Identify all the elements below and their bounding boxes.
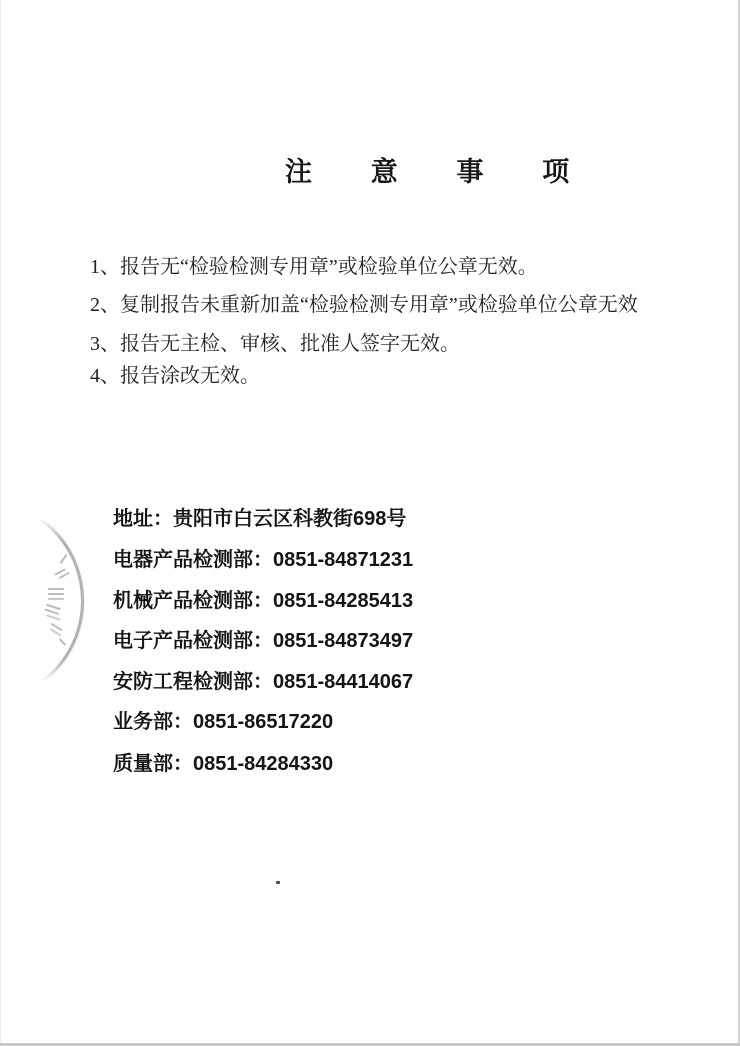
page-edge-left bbox=[0, 0, 1, 1046]
note-item-3: 3、报告无主检、审核、批准人签字无效。 bbox=[90, 333, 460, 355]
page-title: 注 意 事 项 bbox=[285, 157, 596, 187]
scan-speck bbox=[276, 881, 280, 884]
note-item-2: 2、复制报告未重新加盖“检验检测专用章”或检验单位公章无效 bbox=[90, 294, 638, 316]
contact-line-business-dept: 业务部：0851-86517220 bbox=[113, 711, 334, 733]
stamp-seal bbox=[40, 518, 85, 682]
note-item-1: 1、报告无“检验检测专用章”或检验单位公章无效。 bbox=[90, 256, 538, 278]
stamp-arc-icon bbox=[40, 518, 84, 682]
contact-line-electrical-dept: 电器产品检测部：0851-84871231 bbox=[113, 549, 414, 571]
contact-line-security-dept: 安防工程检测部：0851-84414067 bbox=[113, 671, 414, 693]
contact-line-quality-dept: 质量部：0851-84284330 bbox=[113, 753, 334, 775]
contact-line-electronics-dept: 电子产品检测部：0851-84873497 bbox=[113, 630, 414, 652]
contact-line-address: 地址：贵阳市白云区科教街698号 bbox=[113, 508, 407, 530]
stamp-stroke bbox=[48, 588, 64, 590]
note-item-4: 4、报告涂改无效。 bbox=[90, 365, 260, 387]
contact-line-machinery-dept: 机械产品检测部：0851-84285413 bbox=[113, 590, 414, 612]
